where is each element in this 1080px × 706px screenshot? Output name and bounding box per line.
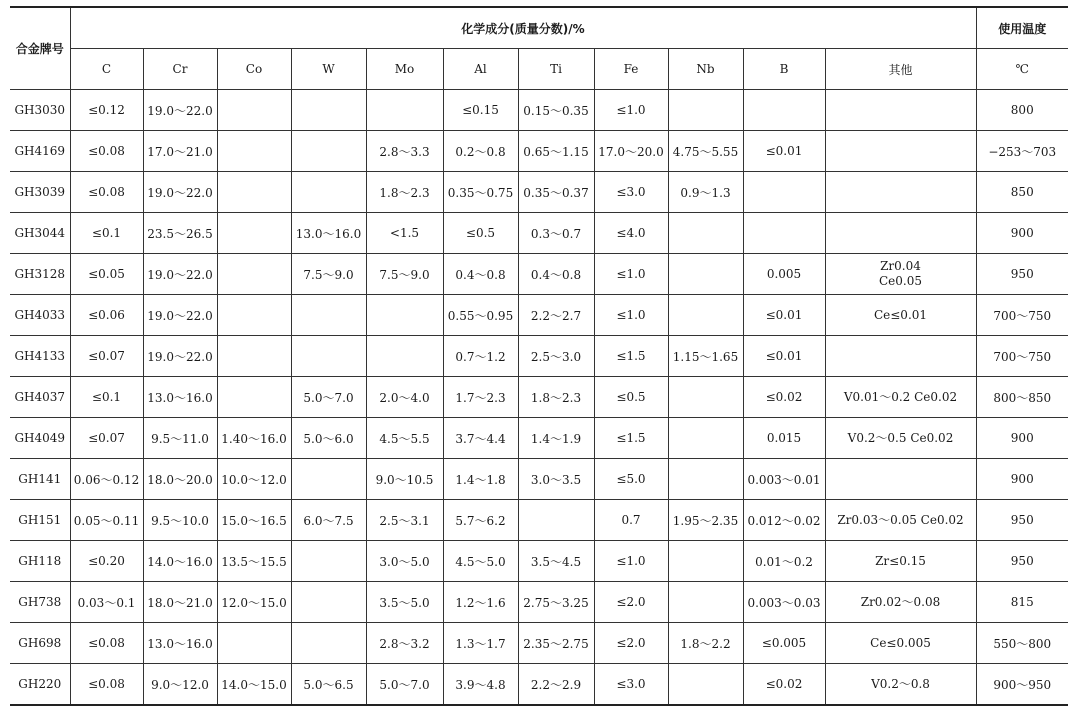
composition-cell-c: ≤0.1 — [70, 213, 143, 254]
composition-cell-co — [217, 254, 291, 295]
composition-cell-al: 4.5～5.0 — [443, 541, 518, 582]
element-header-nb: Nb — [668, 49, 743, 90]
composition-cell-mo: 2.8～3.2 — [366, 623, 443, 664]
composition-cell-co: 15.0～16.5 — [217, 500, 291, 541]
composition-cell-ti: 0.35～0.37 — [518, 172, 594, 213]
composition-cell-co — [217, 213, 291, 254]
composition-cell-b: 0.015 — [743, 418, 825, 459]
composition-cell-w — [291, 541, 366, 582]
composition-cell-cr: 9.0～12.0 — [143, 664, 217, 706]
composition-cell-nb: 4.75～5.55 — [668, 131, 743, 172]
composition-cell-w: 13.0～16.0 — [291, 213, 366, 254]
table-row — [10, 500, 1068, 541]
composition-cell-w — [291, 131, 366, 172]
composition-cell-co: 1.40～16.0 — [217, 418, 291, 459]
composition-cell-mo: 3.0～5.0 — [366, 541, 443, 582]
composition-cell-other — [825, 336, 976, 377]
element-header-cr: Cr — [143, 49, 217, 90]
composition-cell-c: ≤0.05 — [70, 254, 143, 295]
composition-cell-cr: 18.0～20.0 — [143, 459, 217, 500]
composition-cell-al: 0.2～0.8 — [443, 131, 518, 172]
composition-cell-al: ≤0.5 — [443, 213, 518, 254]
composition-cell-w — [291, 295, 366, 336]
composition-cell-cr: 19.0～22.0 — [143, 336, 217, 377]
composition-cell-mo — [366, 90, 443, 131]
other-element-line: Ce≤0.005 — [870, 635, 931, 650]
composition-cell-c: ≤0.08 — [70, 623, 143, 664]
composition-cell-b — [743, 213, 825, 254]
composition-cell-co — [217, 131, 291, 172]
composition-cell-b: ≤0.005 — [743, 623, 825, 664]
composition-cell-ti: 0.4～0.8 — [518, 254, 594, 295]
composition-cell-al: 1.7～2.3 — [443, 377, 518, 418]
composition-cell-nb — [668, 377, 743, 418]
service-temperature-cell: −253～703 — [976, 131, 1068, 172]
composition-cell-mo: 2.8～3.3 — [366, 131, 443, 172]
composition-cell-al: 1.2～1.6 — [443, 582, 518, 623]
composition-cell-other — [825, 459, 976, 500]
other-element-line: Zr0.04 — [880, 259, 921, 273]
composition-cell-c: 0.05～0.11 — [70, 500, 143, 541]
composition-cell-al: 0.4～0.8 — [443, 254, 518, 295]
composition-cell-c: ≤0.1 — [70, 377, 143, 418]
composition-cell-nb: 1.8～2.2 — [668, 623, 743, 664]
temperature-column-header: 使用温度 — [976, 7, 1068, 49]
element-header-co: Co — [217, 49, 291, 90]
table-row — [10, 254, 1068, 295]
composition-cell-fe: 0.7 — [594, 500, 668, 541]
other-element-line: Ce≤0.01 — [873, 307, 928, 322]
composition-cell-w: 5.0～6.5 — [291, 664, 366, 706]
composition-cell-co — [217, 295, 291, 336]
composition-cell-cr: 23.5～26.5 — [143, 213, 217, 254]
composition-cell-w: 5.0～7.0 — [291, 377, 366, 418]
composition-cell-cr: 19.0～22.0 — [143, 254, 217, 295]
composition-cell-ti: 1.8～2.3 — [518, 377, 594, 418]
table-row — [10, 213, 1068, 254]
table-row — [10, 664, 1068, 706]
service-temperature-cell: 900 — [976, 459, 1068, 500]
composition-cell-w — [291, 623, 366, 664]
composition-cell-ti: 1.4～1.9 — [518, 418, 594, 459]
composition-cell-co — [217, 336, 291, 377]
composition-cell-other — [825, 500, 976, 541]
composition-cell-ti: 2.2～2.9 — [518, 664, 594, 706]
composition-cell-fe: 17.0～20.0 — [594, 131, 668, 172]
composition-cell-cr: 19.0～22.0 — [143, 90, 217, 131]
table-body — [10, 90, 1068, 706]
composition-cell-ti: 2.2～2.7 — [518, 295, 594, 336]
composition-cell-other — [825, 377, 976, 418]
alloy-grade-cell: GH151 — [10, 500, 70, 541]
composition-cell-nb: 1.95～2.35 — [668, 500, 743, 541]
composition-cell-b: 0.005 — [743, 254, 825, 295]
composition-cell-fe: ≤2.0 — [594, 582, 668, 623]
table-row — [10, 131, 1068, 172]
table-row — [10, 377, 1068, 418]
composition-cell-al: 3.7～4.4 — [443, 418, 518, 459]
composition-cell-c: ≤0.08 — [70, 131, 143, 172]
composition-cell-other — [825, 418, 976, 459]
composition-cell-al: 0.7～1.2 — [443, 336, 518, 377]
composition-cell-c: ≤0.20 — [70, 541, 143, 582]
composition-cell-cr: 9.5～11.0 — [143, 418, 217, 459]
service-temperature-cell: 900 — [976, 418, 1068, 459]
element-header-mo: Mo — [366, 49, 443, 90]
composition-cell-b — [743, 90, 825, 131]
composition-cell-nb: 1.15～1.65 — [668, 336, 743, 377]
composition-cell-other — [825, 623, 976, 664]
composition-cell-nb — [668, 418, 743, 459]
composition-cell-b: ≤0.01 — [743, 336, 825, 377]
service-temperature-cell: 815 — [976, 582, 1068, 623]
composition-cell-w — [291, 459, 366, 500]
composition-cell-cr: 19.0～22.0 — [143, 295, 217, 336]
element-header-fe: Fe — [594, 49, 668, 90]
composition-cell-co: 14.0～15.0 — [217, 664, 291, 706]
composition-cell-other — [825, 131, 976, 172]
alloy-composition-table — [10, 6, 1068, 706]
composition-cell-c: ≤0.06 — [70, 295, 143, 336]
other-element-line: Zr0.02～0.08 — [860, 594, 941, 609]
service-temperature-cell: 800 — [976, 90, 1068, 131]
composition-cell-nb: 0.9～1.3 — [668, 172, 743, 213]
composition-cell-ti: 2.5～3.0 — [518, 336, 594, 377]
composition-cell-cr: 19.0～22.0 — [143, 172, 217, 213]
composition-cell-w: 6.0～7.5 — [291, 500, 366, 541]
composition-cell-w — [291, 90, 366, 131]
alloy-grade-cell: GH3039 — [10, 172, 70, 213]
composition-cell-fe: ≤1.0 — [594, 541, 668, 582]
composition-cell-fe: ≤1.0 — [594, 295, 668, 336]
composition-cell-al: 3.9～4.8 — [443, 664, 518, 706]
temperature-unit-header: ℃ — [976, 49, 1068, 90]
composition-cell-mo: 4.5～5.5 — [366, 418, 443, 459]
element-header-al: Al — [443, 49, 518, 90]
composition-cell-mo — [366, 336, 443, 377]
composition-cell-nb — [668, 459, 743, 500]
composition-cell-b: 0.01～0.2 — [743, 541, 825, 582]
composition-cell-cr: 17.0～21.0 — [143, 131, 217, 172]
composition-cell-fe: ≤1.0 — [594, 90, 668, 131]
element-header-other: 其他 — [825, 49, 976, 90]
composition-cell-b: ≤0.02 — [743, 377, 825, 418]
service-temperature-cell: 550～800 — [976, 623, 1068, 664]
other-element-line: Zr≤0.15 — [875, 553, 926, 568]
other-element-line: V0.01～0.2 Ce0.02 — [843, 389, 958, 404]
table-row — [10, 90, 1068, 131]
alloy-grade-cell: GH141 — [10, 459, 70, 500]
composition-cell-b: 0.012～0.02 — [743, 500, 825, 541]
composition-cell-other — [825, 213, 976, 254]
service-temperature-cell: 950 — [976, 541, 1068, 582]
composition-cell-nb — [668, 664, 743, 706]
service-temperature-cell: 950 — [976, 500, 1068, 541]
composition-cell-b: 0.003～0.03 — [743, 582, 825, 623]
composition-cell-co: 13.5～15.5 — [217, 541, 291, 582]
composition-cell-ti: 0.65～1.15 — [518, 131, 594, 172]
table-row — [10, 582, 1068, 623]
composition-cell-fe: ≤3.0 — [594, 172, 668, 213]
alloy-grade-cell: GH4049 — [10, 418, 70, 459]
composition-cell-mo: 5.0～7.0 — [366, 664, 443, 706]
composition-cell-co — [217, 623, 291, 664]
composition-cell-c: ≤0.07 — [70, 336, 143, 377]
composition-cell-other — [825, 541, 976, 582]
table-row — [10, 418, 1068, 459]
alloy-grade-cell: GH3044 — [10, 213, 70, 254]
composition-cell-mo: 7.5～9.0 — [366, 254, 443, 295]
composition-cell-fe: ≤1.5 — [594, 418, 668, 459]
composition-cell-fe: ≤3.0 — [594, 664, 668, 706]
element-header-w: W — [291, 49, 366, 90]
composition-cell-fe: ≤1.5 — [594, 336, 668, 377]
composition-cell-c: 0.03～0.1 — [70, 582, 143, 623]
composition-cell-fe: ≤0.5 — [594, 377, 668, 418]
composition-cell-b — [743, 172, 825, 213]
composition-cell-al: 5.7～6.2 — [443, 500, 518, 541]
composition-cell-ti: 0.3～0.7 — [518, 213, 594, 254]
service-temperature-cell: 850 — [976, 172, 1068, 213]
composition-cell-co: 10.0～12.0 — [217, 459, 291, 500]
composition-cell-fe: ≤5.0 — [594, 459, 668, 500]
composition-cell-ti — [518, 500, 594, 541]
element-header-b: B — [743, 49, 825, 90]
composition-cell-mo: <1.5 — [366, 213, 443, 254]
other-element-line: V0.2～0.5 Ce0.02 — [847, 430, 954, 445]
alloy-grade-cell: GH3030 — [10, 90, 70, 131]
table-row — [10, 172, 1068, 213]
composition-cell-cr: 9.5～10.0 — [143, 500, 217, 541]
composition-cell-mo: 3.5～5.0 — [366, 582, 443, 623]
composition-cell-nb — [668, 254, 743, 295]
composition-cell-other — [825, 172, 976, 213]
other-element-line: Ce0.05 — [878, 274, 922, 288]
element-header-ti: Ti — [518, 49, 594, 90]
composition-cell-mo: 9.0～10.5 — [366, 459, 443, 500]
composition-cell-co: 12.0～15.0 — [217, 582, 291, 623]
composition-cell-other — [825, 582, 976, 623]
table-row — [10, 541, 1068, 582]
table-row — [10, 623, 1068, 664]
alloy-grade-cell: GH118 — [10, 541, 70, 582]
alloy-grade-cell: GH4033 — [10, 295, 70, 336]
composition-cell-al: 0.55～0.95 — [443, 295, 518, 336]
service-temperature-cell: 700～750 — [976, 336, 1068, 377]
composition-cell-co — [217, 172, 291, 213]
composition-cell-other — [825, 295, 976, 336]
composition-cell-c: ≤0.12 — [70, 90, 143, 131]
alloy-grade-cell: GH698 — [10, 623, 70, 664]
composition-cell-w: 7.5～9.0 — [291, 254, 366, 295]
service-temperature-cell: 900～950 — [976, 664, 1068, 706]
table-row — [10, 336, 1068, 377]
composition-cell-nb — [668, 90, 743, 131]
composition-cell-c: ≤0.07 — [70, 418, 143, 459]
composition-cell-nb — [668, 582, 743, 623]
service-temperature-cell: 900 — [976, 213, 1068, 254]
composition-cell-cr: 13.0～16.0 — [143, 623, 217, 664]
composition-cell-c: ≤0.08 — [70, 172, 143, 213]
composition-cell-ti: 3.0～3.5 — [518, 459, 594, 500]
composition-cell-b: 0.003～0.01 — [743, 459, 825, 500]
alloy-grade-cell: GH4037 — [10, 377, 70, 418]
alloy-grade-cell: GH4133 — [10, 336, 70, 377]
composition-cell-al: ≤0.15 — [443, 90, 518, 131]
composition-cell-other — [825, 90, 976, 131]
composition-cell-w — [291, 172, 366, 213]
composition-cell-other — [825, 664, 976, 706]
composition-cell-fe: ≤2.0 — [594, 623, 668, 664]
composition-cell-mo: 1.8～2.3 — [366, 172, 443, 213]
composition-cell-ti: 2.35～2.75 — [518, 623, 594, 664]
composition-cell-co — [217, 377, 291, 418]
table-row — [10, 459, 1068, 500]
element-header-c: C — [70, 49, 143, 90]
composition-cell-al: 1.3～1.7 — [443, 623, 518, 664]
composition-cell-co — [217, 90, 291, 131]
composition-cell-al: 1.4～1.8 — [443, 459, 518, 500]
alloy-composition-table-wrap — [10, 6, 1068, 706]
composition-cell-mo — [366, 295, 443, 336]
composition-cell-b: ≤0.02 — [743, 664, 825, 706]
composition-cell-cr: 14.0～16.0 — [143, 541, 217, 582]
composition-cell-mo: 2.5～3.1 — [366, 500, 443, 541]
other-element-line: V0.2～0.8 — [871, 676, 930, 691]
composition-cell-nb — [668, 295, 743, 336]
composition-cell-w — [291, 336, 366, 377]
service-temperature-cell: 950 — [976, 254, 1068, 295]
composition-cell-ti: 3.5～4.5 — [518, 541, 594, 582]
composition-cell-c: ≤0.08 — [70, 664, 143, 706]
composition-cell-ti: 2.75～3.25 — [518, 582, 594, 623]
composition-group-header: 化学成分(质量分数)/% — [70, 7, 976, 49]
composition-cell-w — [291, 582, 366, 623]
composition-cell-b: ≤0.01 — [743, 295, 825, 336]
alloy-grade-cell: GH738 — [10, 582, 70, 623]
alloy-grade-cell: GH3128 — [10, 254, 70, 295]
composition-cell-other — [825, 254, 976, 295]
composition-cell-w: 5.0～6.0 — [291, 418, 366, 459]
composition-cell-fe: ≤1.0 — [594, 254, 668, 295]
composition-cell-nb — [668, 213, 743, 254]
alloy-grade-cell: GH4169 — [10, 131, 70, 172]
table-row — [10, 295, 1068, 336]
composition-cell-fe: ≤4.0 — [594, 213, 668, 254]
service-temperature-cell: 800～850 — [976, 377, 1068, 418]
alloy-grade-cell: GH220 — [10, 664, 70, 706]
composition-cell-mo: 2.0～4.0 — [366, 377, 443, 418]
composition-cell-b: ≤0.01 — [743, 131, 825, 172]
composition-cell-al: 0.35～0.75 — [443, 172, 518, 213]
composition-cell-cr: 18.0～21.0 — [143, 582, 217, 623]
other-element-line: Zr0.03～0.05 Ce0.02 — [837, 512, 964, 527]
composition-cell-cr: 13.0～16.0 — [143, 377, 217, 418]
composition-cell-nb — [668, 541, 743, 582]
composition-cell-c: 0.06～0.12 — [70, 459, 143, 500]
service-temperature-cell: 700～750 — [976, 295, 1068, 336]
grade-column-header: 合金牌号 — [10, 7, 70, 90]
composition-cell-ti: 0.15～0.35 — [518, 90, 594, 131]
